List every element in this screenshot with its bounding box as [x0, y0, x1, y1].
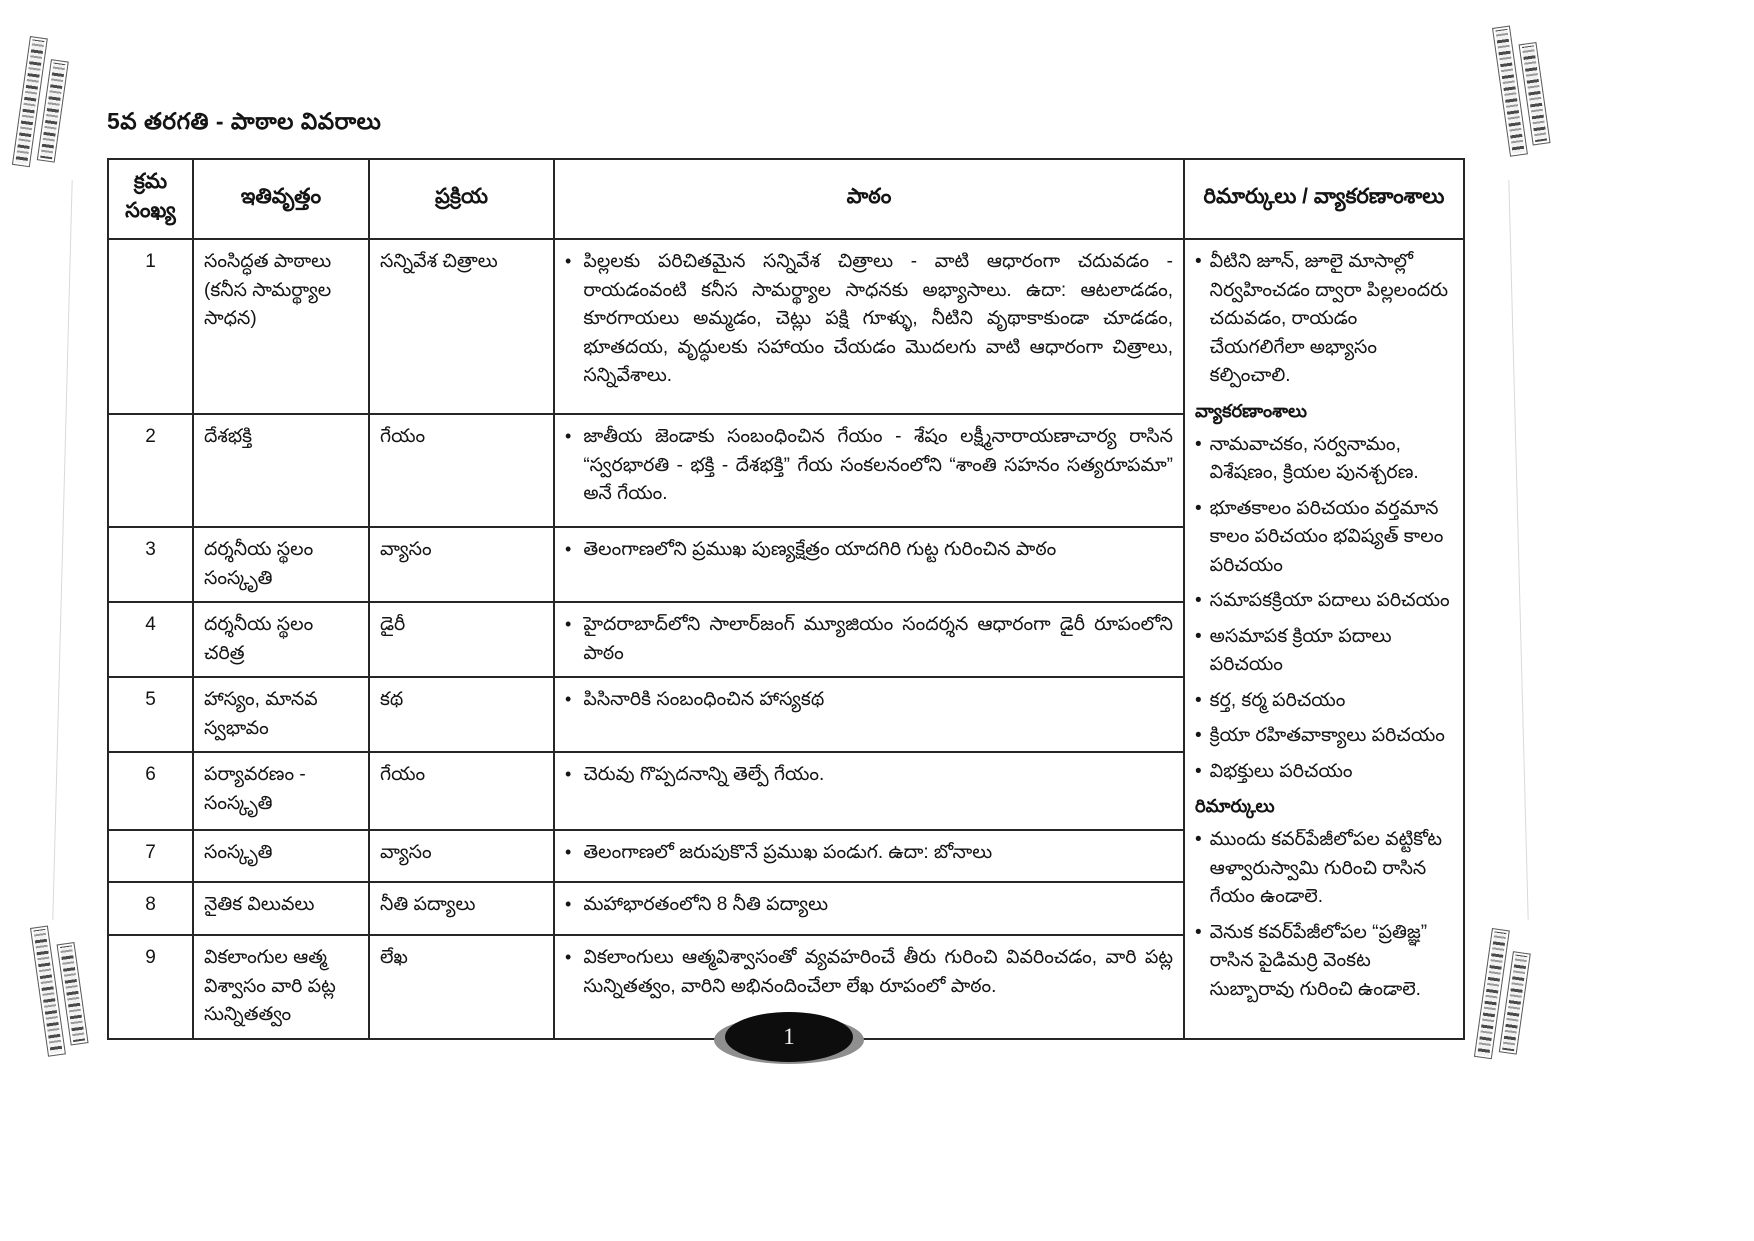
- grammar-item-text: క్రియా రహితవాక్యాలు పరిచయం: [1209, 725, 1445, 746]
- grammar-item: [1195, 722, 1453, 751]
- page-number-badge: [714, 1012, 864, 1066]
- lesson-text: పిసినారికి సంబంధించిన హాస్యకథ: [583, 689, 825, 710]
- lesson-text: వికలాంగులు ఆత్మవిశ్వాసంతో వ్యవహరించే తీరు గురించి వివరించడం, వారి పట్ల సున్నితత్వం, వారిని అభినందించేలా లేఖ రూపంలో పాఠం.: [583, 947, 1173, 997]
- grammar-item-text: కర్త, కర్మ పరిచయం: [1209, 689, 1346, 711]
- row-process: లేఖ: [369, 935, 554, 1039]
- bullet-icon: •: [1195, 921, 1202, 943]
- row-process: గేయం: [369, 414, 554, 527]
- row-theme: దేశభక్తి: [193, 414, 369, 527]
- bullet-icon: •: [1195, 625, 1202, 647]
- row-theme: హాస్యం, మానవ స్వభావం: [193, 677, 369, 752]
- row-number: 6: [108, 752, 193, 830]
- header-row: [108, 159, 1464, 239]
- grammar-item: [1195, 587, 1453, 616]
- table-row: [108, 239, 1464, 414]
- left-edge-line: [52, 180, 72, 920]
- bullet-icon: •: [1195, 590, 1202, 611]
- lesson-text: మహాభారతంలోని 8 నీతి పద్యాలు: [583, 894, 829, 915]
- row-lesson: [554, 882, 1184, 935]
- bullet-icon: •: [565, 539, 572, 559]
- lesson-text: హైదరాబాద్‌లోని సాలార్‌జంగ్ మ్యూజియం సందర్శన ఆధారంగా డైరీ రూపంలోని పాఠం: [583, 614, 1173, 664]
- grammar-item: [1195, 431, 1453, 488]
- bullet-icon: •: [565, 426, 572, 446]
- row-process: కథ: [369, 677, 554, 752]
- right-edge-line: [1508, 180, 1528, 920]
- row-lesson: [554, 752, 1184, 830]
- row-process: సన్నివేశ చిత్రాలు: [369, 239, 554, 414]
- header-theme: ఇతివృత్తం: [193, 159, 369, 239]
- row-lesson: [554, 602, 1184, 677]
- header-serial: క్రమ సంఖ్య: [108, 159, 193, 239]
- bullet-icon: •: [1195, 829, 1202, 850]
- row-lesson: [554, 935, 1184, 1039]
- bullet-icon: •: [1195, 251, 1202, 272]
- row-lesson: [554, 527, 1184, 602]
- lesson-text: జాతీయ జెండాకు సంబంధించిన గేయం - శేషం లక్ష్మీనారాయణాచార్య రాసిన “స్వరభారతి - భక్తి - దేశభక్తి” గేయ సంకలనంలోని “శాంతి సహనం సత్యరూపమా” అనే గేయం.: [583, 426, 1173, 504]
- row-theme: వికలాంగుల ఆత్మ విశ్వాసం వారి పట్ల సున్నితత్వం: [193, 935, 369, 1039]
- row-lesson: [554, 239, 1184, 414]
- bullet-icon: •: [565, 689, 572, 709]
- grammar-item-text: విభక్తులు పరిచయం: [1209, 760, 1353, 782]
- row-number: 4: [108, 602, 193, 677]
- bullet-icon: •: [565, 764, 572, 784]
- row-theme: నైతిక విలువలు: [193, 882, 369, 935]
- remarks-item-text: ముందు కవర్‌పేజీలోపల వట్టికోట ఆళ్వారుస్వామి గురించి రాసిన గేయం ఉండాలె.: [1209, 829, 1443, 907]
- bullet-icon: •: [1195, 497, 1202, 519]
- grammar-item-text: అసమాపక క్రియా పదాలు పరిచయం: [1209, 625, 1392, 675]
- grammar-item: [1195, 758, 1453, 787]
- lessons-table: [107, 158, 1465, 1040]
- row-lesson: [554, 414, 1184, 527]
- row-lesson: [554, 830, 1184, 882]
- grammar-item: [1195, 623, 1453, 680]
- page-title: 5వ తరగతి - పాఠాల వివరాలు: [107, 108, 382, 134]
- remarks-cell: [1184, 239, 1464, 1039]
- row-theme: దర్శనీయ స్థలం చరిత్ర: [193, 602, 369, 677]
- lesson-text: తెలంగాణలో జరుపుకొనే ప్రముఖ పండుగ. ఉదా: బోనాలు: [583, 842, 993, 863]
- remarks-heading: రిమార్కులు: [1195, 796, 1275, 816]
- grammar-item-text: భూతకాలం పరిచయం వర్తమాన కాలం పరిచయం భవిష్యత్ కాలం పరిచయం: [1209, 497, 1444, 576]
- bullet-icon: •: [1195, 689, 1202, 711]
- header-process: ప్రక్రియ: [369, 159, 554, 239]
- remarks-item-text: వెనుక కవర్‌పేజీలోపల “ప్రతిజ్ఞ” రాసిన పైడిమర్రి వెంకట సుబ్బారావు గురించి ఉండాలె.: [1209, 921, 1428, 1000]
- row-number: 2: [108, 414, 193, 527]
- remarks-intro-text: వీటిని జూన్, జూలై మాసాల్లో నిర్వహించడం ద్వారా పిల్లలందరు చదువడం, రాయడం చేయగలిగేలా అభ్యాసం కల్పించాలి.: [1209, 251, 1449, 386]
- row-process: నీతి పద్యాలు: [369, 882, 554, 935]
- row-theme: సంస్కృతి: [193, 830, 369, 882]
- row-theme: పర్యావరణం - సంస్కృతి: [193, 752, 369, 830]
- grammar-item-text: సమాపకక్రియా పదాలు పరిచయం: [1209, 590, 1450, 611]
- bullet-icon: •: [1195, 760, 1202, 782]
- row-theme: దర్శనీయ స్థలం సంస్కృతి: [193, 527, 369, 602]
- bullet-icon: •: [565, 947, 572, 967]
- bullet-icon: •: [565, 842, 572, 862]
- bullet-icon: •: [565, 614, 572, 634]
- row-number: 8: [108, 882, 193, 935]
- page-number-oval: [725, 1012, 853, 1062]
- row-number: 5: [108, 677, 193, 752]
- remarks-item: [1195, 826, 1453, 912]
- header-lesson: పాఠం: [554, 159, 1184, 239]
- page-number: 1: [783, 1024, 795, 1049]
- row-process: వ్యాసం: [369, 527, 554, 602]
- bullet-icon: •: [1195, 433, 1202, 455]
- lesson-text: పిల్లలకు పరిచితమైన సన్నివేశ చిత్రాలు - వాటి ఆధారంగా చదువడం - రాయడంవంటి కనీస సామర్థ్యాల సాధనకు అభ్యాసాలు. ఉదా: ఆటలాడడం, కూరగాయలు అమ్మడం, చెట్లు పక్షి గూళ్ళు, నీటిని వృథాకాకుండా చూడడం, భూతదయ, వృద్ధులకు సహాయం చేయడం మొదలగు వాటి ఆధారంగా చిత్రాలు, సన్నివేశాలు.: [583, 251, 1173, 386]
- row-lesson: [554, 677, 1184, 752]
- row-process: వ్యాసం: [369, 830, 554, 882]
- bullet-icon: •: [565, 251, 572, 271]
- header-remarks: రిమార్కులు / వ్యాకరణాంశాలు: [1184, 159, 1464, 239]
- grammar-item-text: నామవాచకం, సర్వనామం, విశేషణం, క్రియల పునశ్చరణ.: [1209, 433, 1419, 483]
- row-number: 9: [108, 935, 193, 1039]
- row-number: 7: [108, 830, 193, 882]
- remarks-intro: [1195, 248, 1453, 391]
- bullet-icon: •: [1195, 725, 1202, 746]
- row-process: గేయం: [369, 752, 554, 830]
- row-number: 1: [108, 239, 193, 414]
- row-process: డైరీ: [369, 602, 554, 677]
- bullet-icon: •: [565, 894, 572, 914]
- remarks-item: [1195, 919, 1453, 1005]
- row-theme: సంసిద్ధత పాఠాలు (కనీస సామర్థ్యాల సాధన): [193, 239, 369, 414]
- lesson-text: చెరువు గొప్పదనాన్ని తెల్పే గేయం.: [583, 764, 825, 785]
- grammar-heading: వ్యాకరణాంశాలు: [1195, 400, 1307, 421]
- grammar-item: [1195, 687, 1453, 716]
- lesson-text: తెలంగాణలోని ప్రముఖ పుణ్యక్షేత్రం యాదగిరి గుట్ట గురించిన పాఠం: [583, 539, 1057, 560]
- grammar-item: [1195, 495, 1453, 581]
- row-number: 3: [108, 527, 193, 602]
